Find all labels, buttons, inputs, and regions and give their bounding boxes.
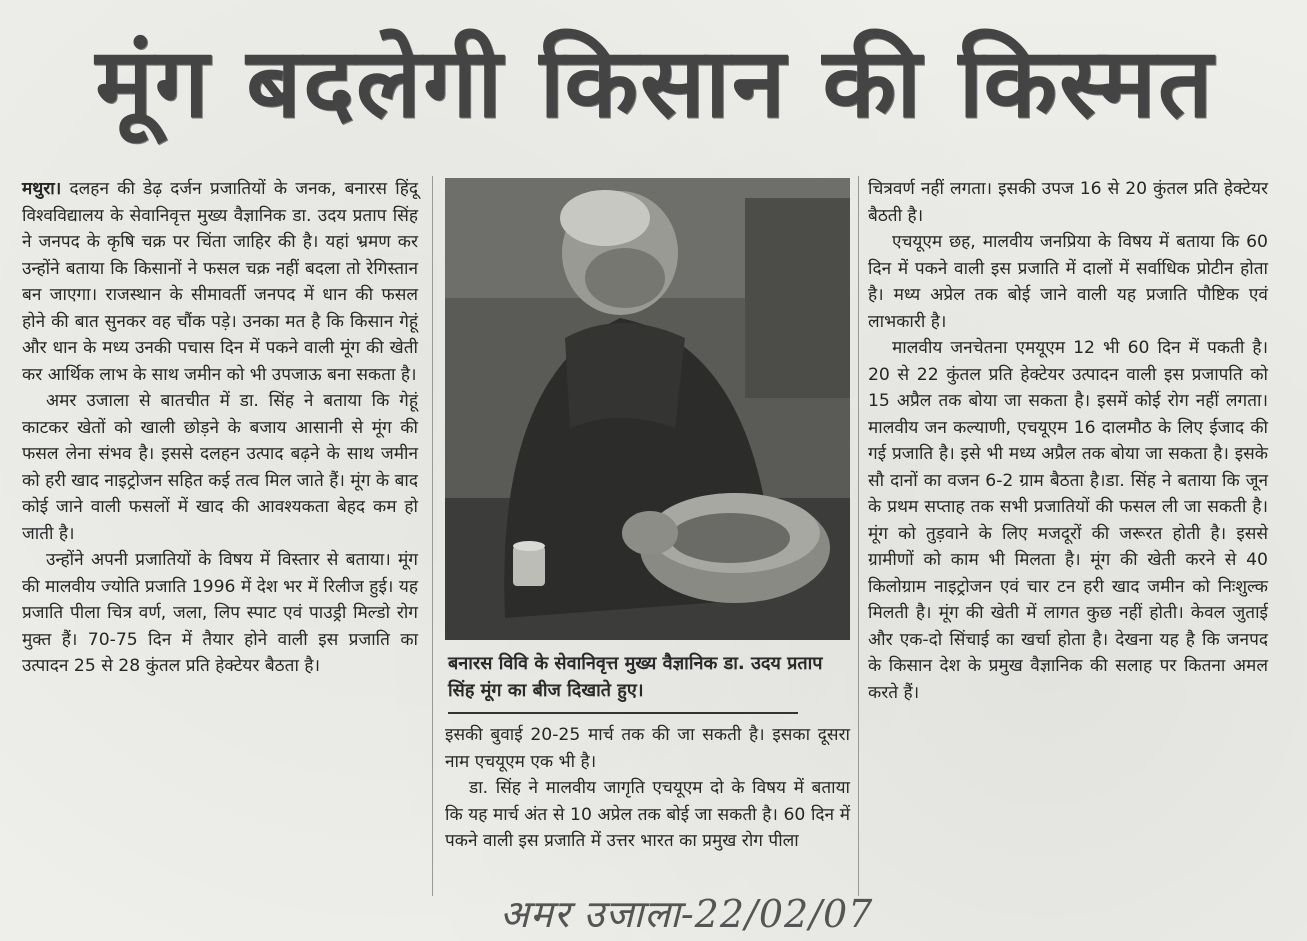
article-paragraph: उन्होंने अपनी प्रजातियों के विषय में विस्तार से बताया। मूंग की मालवीय ज्योति प्रजाति 1996 में देश भर में रिलीज हुई। यह प्रजाति पीला चित्र वर्ण, जला, लिप स्पाट एवं पाउड्री मिल्डो रोग मुक्त हैं। 70-75 दिन में तैयार होने वाली इस प्रजाति का उत्पादन 25 से 28 कुंतल प्रति हेक्टेयर बैठता है।: [22, 550, 418, 676]
dateline: मथुरा।: [22, 179, 62, 199]
article-paragraph: इसकी बुवाई 20-25 मार्च तक की जा सकती है। इसका दूसरा नाम एचयूएम एक भी है।: [445, 725, 850, 772]
article-paragraph: मालवीय जनचेतना एमयूएम 12 भी 60 दिन में पकती है। 20 से 22 कुंतल प्रति हेक्टेयर उत्पादन वाली इस प्रजापति को 15 अप्रैल तक बोया जा सकता है। इसमें कोई रोग नहीं लगता। मालवीय जन कल्याणी, एचयूएम 16 दालमौठ के लिए ईजाद की गई प्रजाति है। इसे भी मध्य अप्रैल तक बोया जा सकता है। इसके सौ दानों का वजन 6-2 ग्राम बैठता है।डा. सिंह ने बताया कि जून के प्रथम सप्ताह तक सभी प्रजातियों की फसल ली जा सकती है। मूंग को तुड़वाने के लिए मजदूरों की जरूरत होती है। इससे ग्रामीणों को काम भी मिलता है। मूंग की खेती करने से 40 किलोग्राम नाइट्रोजन एवं चार टन हरी खाद जमीन को निःशुल्क मिलती है। मूंग की खेती में लागत कुछ नहीं होती। केवल जुताई और एक-दो सिंचाई का खर्चा होता है। देखना यह है कि जनपद के किसान देश के प्रमुख वैज्ञानिक की सलाह पर कितना अमल करते हैं।: [868, 338, 1268, 703]
handwritten-source-note: अमर उजाला-22/02/07: [500, 892, 874, 936]
column-divider: [432, 176, 433, 896]
article-paragraph: डा. सिंह ने मालवीय जागृति एचयूएम दो के विषय में बताया कि यह मार्च अंत से 10 अप्रेल तक बोई जा सकती है। 60 दिन में पकने वाली इस प्रजाति में उत्तर भारत का प्रमुख रोग पीला: [445, 778, 850, 851]
article-column-left: [22, 176, 418, 680]
article-photo: [445, 178, 850, 640]
photo-caption: बनारस विवि के सेवानिवृत्त मुख्य वैज्ञानिक डा. उदय प्रताप सिंह मूंग का बीज दिखाते हुए।: [448, 653, 823, 701]
article-paragraph: अमर उजाला से बातचीत में डा. सिंह ने बताया कि गेहूं काटकर खेतों को खाली छोड़ने के बजाय आसानी से मूंग की फसल लेना संभव है। इससे दलहन उत्पाद बढ़ने के साथ जमीन को हरी खाद नाइट्रोजन सहित कई तत्व मिल जाते हैं। मूंग के बाद कोई जाने वाली फसलों में खाद की आवश्यकता बेहद कम हो जाती है।: [22, 391, 418, 544]
article-paragraph: [22, 176, 418, 388]
column-divider: [858, 176, 859, 896]
article-paragraph: चित्रवर्ण नहीं लगता। इसकी उपज 16 से 20 कुंतल प्रति हेक्टेयर बैठती है।: [868, 179, 1268, 226]
paragraph-text: दलहन की डेढ़ दर्जन प्रजातियों के जनक, बनारस हिंदू विश्वविद्यालय के सेवानिवृत्त मुख्य वैज्ञानिक डा. उदय प्रताप सिंह ने जनपद के कृषि चक्र पर चिंता जाहिर की है। यहां भ्रमण कर उन्होंने बताया कि किसानों ने फसल चक्र नहीं बदला तो रेगिस्तान बन जाएगा। राजस्थान के सीमावर्ती जनपद में धान की फसल होने की बात सुनकर वह चौंक पड़े। उनका मत है कि किसान गेहूं और धान के मध्य उनकी पचास दिन में पकने वाली मूंग की खेती कर आर्थिक लाभ के साथ जमीन को भी उपजाऊ बना सकता है।: [22, 179, 418, 385]
article-paragraph: एचयूएम छह, मालवीय जनप्रिया के विषय में बताया कि 60 दिन में पकने वाली इस प्रजाति में दालों में सर्वाधिक प्रोटीन होता है। मध्य अप्रेल तक बोई जाने वाली यह प्रजाति पौष्टिक एवं लाभकारी है।: [868, 232, 1268, 332]
caption-underline: [448, 712, 798, 714]
article-column-middle: [445, 722, 850, 855]
article-column-right: [868, 176, 1268, 706]
headline: मूंग बदलेगी किसान की किस्मत: [95, 26, 1215, 139]
